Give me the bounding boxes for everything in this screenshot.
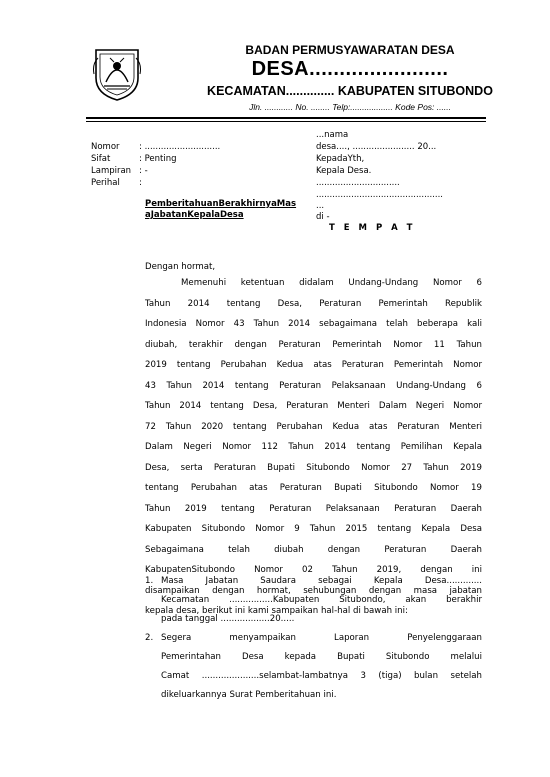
body-paragraph-line: Kabupaten Situbondo Nomor 9 Tahun 2015 tentang Kepala Desa bbox=[145, 524, 482, 534]
letterhead-rule-thin bbox=[86, 121, 486, 122]
recipient-title: Kepala Desa. bbox=[316, 166, 372, 176]
lampiran-value: : - bbox=[139, 166, 148, 176]
list-item-line: Masa Jabatan Saudara sebagai Kepala Desa............. bbox=[161, 576, 482, 586]
body-paragraph-line: tentang Perubahan atas Peraturan Bupati Situbondo Nomor 19 bbox=[145, 483, 482, 493]
list-item-line: Pemerintahan Desa kepada Bupati Situbondo melalui bbox=[161, 652, 482, 662]
body-paragraph-line: 43 Tahun 2014 tentang Peraturan Pelaksanaan Undang-Undang 6 bbox=[145, 380, 482, 391]
sifat-value: : Penting bbox=[139, 154, 177, 164]
letterhead-rule bbox=[86, 117, 486, 119]
body-paragraph-line: 2019 tentang Perubahan Kedua atas Peraturan Pemerintah Nomor bbox=[145, 360, 482, 370]
kecamatan-line: KECAMATAN.............. KABUPATEN SITUBONDO bbox=[207, 84, 493, 98]
body-paragraph bbox=[145, 273, 482, 622]
recipient-location: di - bbox=[316, 212, 330, 222]
perihal-subject-line1: PemberitahuanBerakhirnyaMas bbox=[145, 199, 297, 209]
list-item-number: 1. bbox=[145, 576, 154, 586]
perihal-label: Perihal bbox=[91, 178, 120, 188]
body-paragraph-line: KabupatenSitubondo Nomor 02 Tahun 2019, dengan ini bbox=[145, 565, 482, 575]
place-name: ...nama bbox=[316, 130, 349, 140]
place-date: desa...., ....................... 20... bbox=[316, 142, 437, 152]
body-paragraph-line: Tahun 2014 tentang Desa, Peraturan Pemerintah Republik bbox=[145, 298, 482, 309]
sifat-label: Sifat bbox=[91, 154, 111, 164]
list-item-line: pada tanggal ..................20..... bbox=[161, 614, 295, 624]
list-item-number: 2. bbox=[145, 633, 154, 643]
list-item-line: Segera menyampaikan Laporan Penyelenggaraan bbox=[161, 633, 482, 643]
perihal-subject-line2: aJabatanKepalaDesa bbox=[145, 210, 244, 220]
recipient-blank-1: ............................... bbox=[316, 178, 400, 188]
list-item bbox=[145, 572, 482, 629]
body-paragraph-line: Memenuhi ketentuan didalam Undang-Undang Nomor 6 bbox=[181, 278, 482, 288]
nomor-label: Nomor bbox=[91, 142, 120, 152]
regency-emblem-logo bbox=[92, 44, 142, 102]
body-paragraph-line: Sebagaimana telah diubah dengan Peraturan Daerah bbox=[145, 544, 482, 555]
body-paragraph-line: Tahun 2019 tentang Peraturan Pelaksanaan Peraturan Daerah bbox=[145, 503, 482, 514]
list-item-line: dikeluarkannya Surat Pemberitahuan ini. bbox=[161, 690, 337, 700]
perihal-colon: : bbox=[139, 178, 142, 188]
nomor-value: : ............................ bbox=[139, 142, 221, 152]
list-item bbox=[145, 629, 482, 705]
desa-name: DESA....................... bbox=[251, 58, 449, 80]
greeting: Dengan hormat, bbox=[145, 262, 216, 272]
body-paragraph-line: kepala desa, berikut ini kami sampaikan hal-hal di bawah ini: bbox=[145, 606, 408, 616]
body-paragraph-line: diubah, terakhir dengan Peraturan Pemerintah Nomor 11 Tahun bbox=[145, 339, 482, 350]
org-name: BADAN PERMUSYAWARATAN DESA bbox=[245, 43, 455, 57]
lampiran-label: Lampiran bbox=[91, 166, 132, 176]
body-paragraph-line: Desa, serta Peraturan Bupati Situbondo Nomor 27 Tahun 2019 bbox=[145, 462, 482, 473]
body-paragraph-line: disampaikan dengan hormat, sehubungan dengan masa jabatan bbox=[145, 585, 482, 596]
recipient-tempat: T E M P A T bbox=[329, 223, 416, 233]
numbered-list bbox=[145, 572, 482, 705]
list-item-line: Kecamatan ................Kabupaten Situbondo, akan berakhir bbox=[161, 595, 482, 605]
body-paragraph-line: Indonesia Nomor 43 Tahun 2014 sebagaimana telah beberapa kali bbox=[145, 319, 482, 329]
recipient-blank-3: ... bbox=[316, 201, 325, 211]
body-paragraph-line: Dalam Negeri Nomor 112 Tahun 2014 tentang Pemilihan Kepala bbox=[145, 442, 482, 452]
list-item-line: Camat .....................selambat-lambatnya 3 (tiga) bulan setelah bbox=[161, 671, 482, 681]
address-line: Jln. ............ No. ........ Telp:.................. Kode Pos: ...... bbox=[249, 102, 451, 112]
body-paragraph-line: 72 Tahun 2020 tentang Perubahan Kedua atas Peraturan Menteri bbox=[145, 421, 482, 432]
body-paragraph-line: Tahun 2014 tentang Desa, Peraturan Menteri Dalam Negeri Nomor bbox=[145, 401, 482, 411]
salutation-to: KepadaYth, bbox=[316, 154, 365, 164]
recipient-blank-2: ............................................... bbox=[316, 190, 443, 200]
